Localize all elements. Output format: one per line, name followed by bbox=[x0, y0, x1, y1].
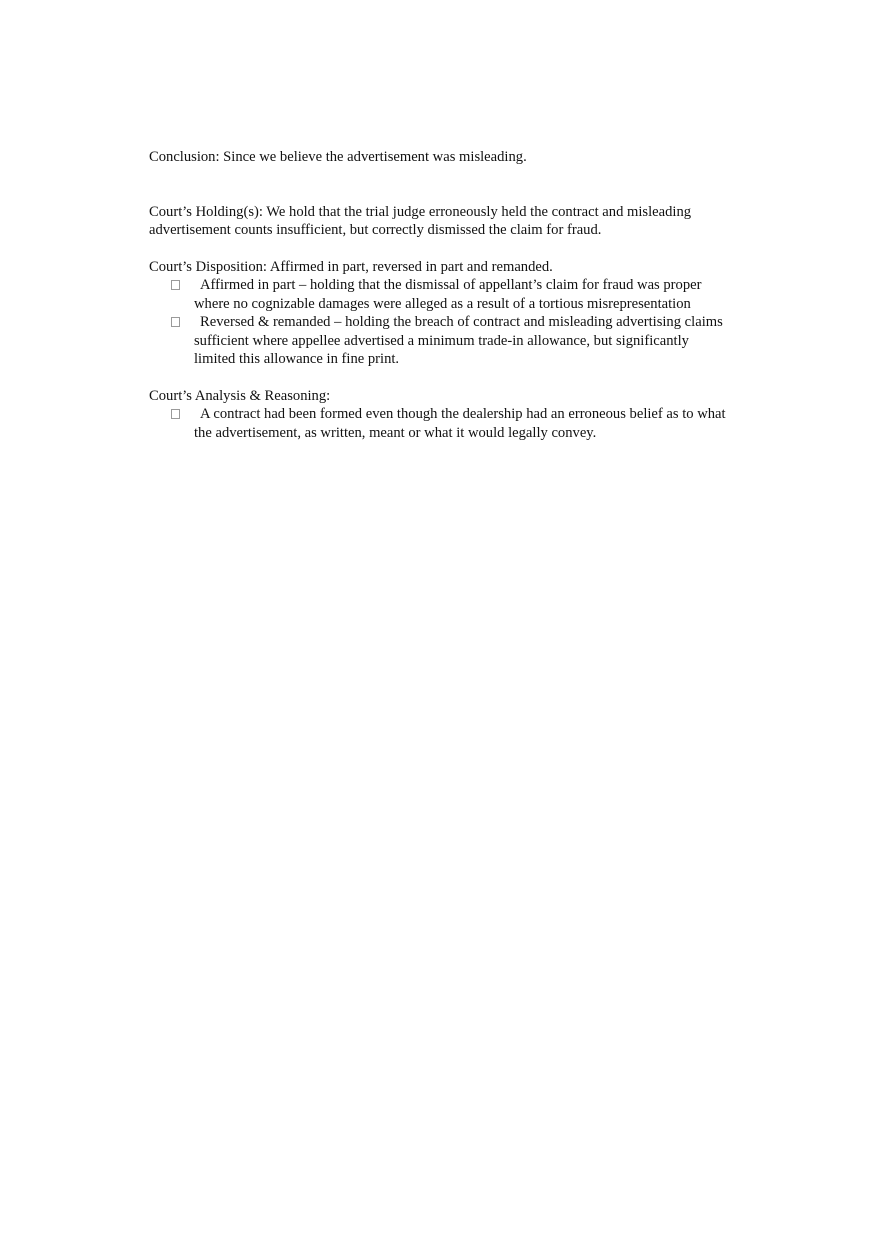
bullet-box-icon bbox=[171, 317, 180, 327]
holding-paragraph: Court’s Holding(s): We hold that the trial judge erroneously held the contract and misleading advertisement counts insufficient, but correctly dismissed the claim for fraud. bbox=[149, 203, 692, 238]
disposition-list bbox=[149, 276, 729, 369]
list-item bbox=[149, 313, 729, 369]
list-item-text: A contract had been formed even though the dealership had an erroneous belief as to what the advertisement, as written, meant or what it would legally convey. bbox=[194, 406, 726, 441]
spacer bbox=[149, 240, 729, 258]
analysis-list bbox=[149, 405, 729, 442]
conclusion-paragraph: Conclusion: Since we believe the advertisement was misleading. bbox=[149, 149, 527, 165]
bullet-box-icon bbox=[171, 409, 180, 419]
list-item bbox=[149, 405, 729, 442]
bullet-box-icon bbox=[171, 280, 180, 290]
document-page bbox=[149, 148, 729, 442]
spacer bbox=[149, 167, 729, 203]
list-item bbox=[149, 276, 729, 313]
analysis-heading: Court’s Analysis & Reasoning: bbox=[149, 387, 331, 404]
list-item-text: Affirmed in part – holding that the dismissal of appellant’s claim for fraud was proper where no cognizable damages were alleged as a result of a tortious misrepresentation bbox=[194, 277, 702, 312]
spacer bbox=[149, 369, 729, 387]
disposition-heading: Court’s Disposition: Affirmed in part, reversed in part and remanded. bbox=[149, 258, 553, 275]
list-item-text: Reversed & remanded – holding the breach of contract and misleading advertising claims sufficient where appellee advertised a minimum trade-in allowance, but significantly limited this allowance in fine print. bbox=[194, 314, 723, 367]
